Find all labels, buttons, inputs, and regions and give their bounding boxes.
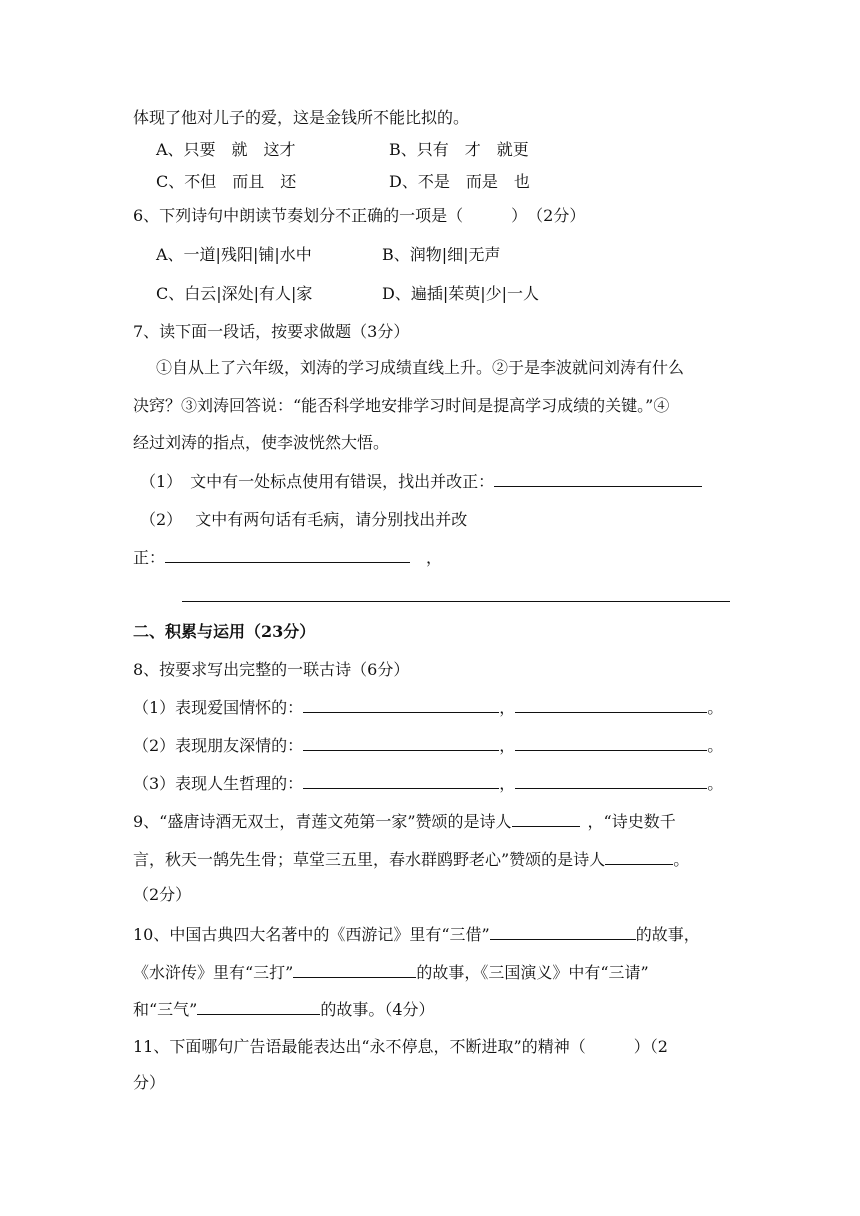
- q8-item-3-comma: ，: [499, 774, 516, 793]
- q8-item-3: [133, 774, 723, 794]
- q10-line-1: [133, 925, 700, 945]
- q7-sub1: [140, 472, 702, 492]
- q6-option-a: A、一道|残阳|铺|水中: [156, 245, 312, 264]
- q8-item-3-blank-1[interactable]: [303, 774, 499, 789]
- q8-item-2-comma: ，: [499, 736, 516, 755]
- q8-item-2-blank-1[interactable]: [303, 736, 499, 751]
- q8-item-2: [133, 736, 723, 756]
- q10-blank-3[interactable]: [197, 1000, 320, 1015]
- q6-stem: 6、下列诗句中朗读节奏划分不正确的一项是（ ） （2分）: [133, 206, 586, 225]
- q6-option-c: C、白云|深处|有人|家: [156, 284, 313, 303]
- q10-line-1-text-b: 的故事，: [635, 925, 700, 944]
- q9-blank-1[interactable]: [512, 812, 580, 827]
- q10-blank-2[interactable]: [293, 963, 416, 978]
- q10-blank-1[interactable]: [490, 925, 636, 940]
- q5-option-c: C、不但 而且 还: [156, 172, 297, 191]
- q10-line-3-text-b: 的故事。（4分）: [320, 1000, 435, 1019]
- q8-item-1-label: （1）表现爱国情怀的：: [133, 698, 304, 717]
- q5-option-d: D、不是 而是 也: [389, 172, 530, 191]
- q6-option-b: B、润物|细|无声: [382, 245, 501, 264]
- q7-sub2-cont: [133, 548, 442, 568]
- q9-line-1: [133, 812, 676, 832]
- q9-line-2-text-b: 。: [673, 850, 690, 869]
- q8-item-3-period: 。: [707, 774, 724, 793]
- q7-para-line-1: ①自从上了六年级，刘涛的学习成绩直线上升。②于是李波就问刘涛有什么: [156, 358, 685, 377]
- q7-sub2-blank-1[interactable]: [165, 548, 410, 563]
- q10-line-1-text-a: 10、中国古典四大名著中的《西游记》里有“三借”: [133, 925, 490, 944]
- q8-item-1: [133, 698, 723, 718]
- q8-item-2-period: 。: [707, 736, 724, 755]
- q11-line-2: 分）: [133, 1073, 166, 1092]
- q8-item-3-label: （3）表现人生哲理的：: [133, 774, 304, 793]
- q7-sub1-text: （1） 文中有一处标点使用有错误，找出并改正：: [140, 472, 495, 491]
- q7-sub1-blank[interactable]: [494, 472, 702, 487]
- q9-line-3: （2分）: [133, 885, 192, 904]
- q8-stem: 8、按要求写出完整的一联古诗（6分）: [133, 660, 410, 679]
- q8-item-1-blank-1[interactable]: [303, 698, 499, 713]
- q7-sub2: （2） 文中有两句话有毛病，请分别找出并改: [140, 510, 468, 529]
- q10-line-2-text-b: 的故事，《三国演义》中有“三请”: [416, 963, 649, 982]
- q8-item-2-label: （2）表现朋友深情的：: [133, 736, 304, 755]
- q7-sub2-blank-2[interactable]: [182, 601, 730, 602]
- q5-option-a: A、只要 就 这才: [156, 140, 296, 159]
- q10-line-2: [133, 963, 649, 983]
- q9-line-1-text-b: ，“诗史数千: [587, 812, 676, 831]
- q7-para-line-3: 经过刘涛的指点，使李波恍然大悟。: [133, 433, 390, 452]
- q7-sub2-comma: ，: [426, 548, 443, 567]
- q10-line-3-text-a: 和“三气”: [133, 1000, 198, 1019]
- q10-line-3: [133, 1000, 435, 1020]
- q7-stem: 7、读下面一段话，按要求做题（3分）: [133, 322, 410, 341]
- q8-item-2-blank-2[interactable]: [515, 736, 707, 751]
- q8-item-1-comma: ，: [499, 698, 516, 717]
- q9-line-2-text-a: 言，秋天一鹄先生骨；草堂三五里，春水群鸥野老心”赞颂的是诗人: [133, 850, 606, 869]
- q5-option-b: B、只有 才 就更: [389, 140, 529, 159]
- q6-option-d: D、遍插|茱萸|少|一人: [382, 284, 540, 303]
- section-2-title: 二、积累与运用（23分）: [133, 622, 316, 641]
- intro-tail: 体现了他对儿子的爱，这是金钱所不能比拟的。: [133, 108, 470, 127]
- q10-line-2-text-a: 《水浒传》里有“三打”: [133, 963, 294, 982]
- q7-sub2-cont-label: 正：: [133, 548, 166, 567]
- q8-item-1-period: 。: [707, 698, 724, 717]
- q9-line-2: [133, 850, 689, 870]
- q8-item-1-blank-2[interactable]: [515, 698, 707, 713]
- q9-blank-2[interactable]: [605, 850, 673, 865]
- q7-para-line-2: 决窍？③刘涛回答说：“能否科学地安排学习时间是提高学习成绩的关键。”④: [133, 396, 670, 415]
- q11-line-1: 11、下面哪句广告语最能表达出“永不停息，不断进取”的精神（ ）（2: [133, 1037, 668, 1056]
- q9-line-1-text-a: 9、“盛唐诗酒无双士，青莲文苑第一家”赞颂的是诗人: [133, 812, 512, 831]
- q8-item-3-blank-2[interactable]: [515, 774, 707, 789]
